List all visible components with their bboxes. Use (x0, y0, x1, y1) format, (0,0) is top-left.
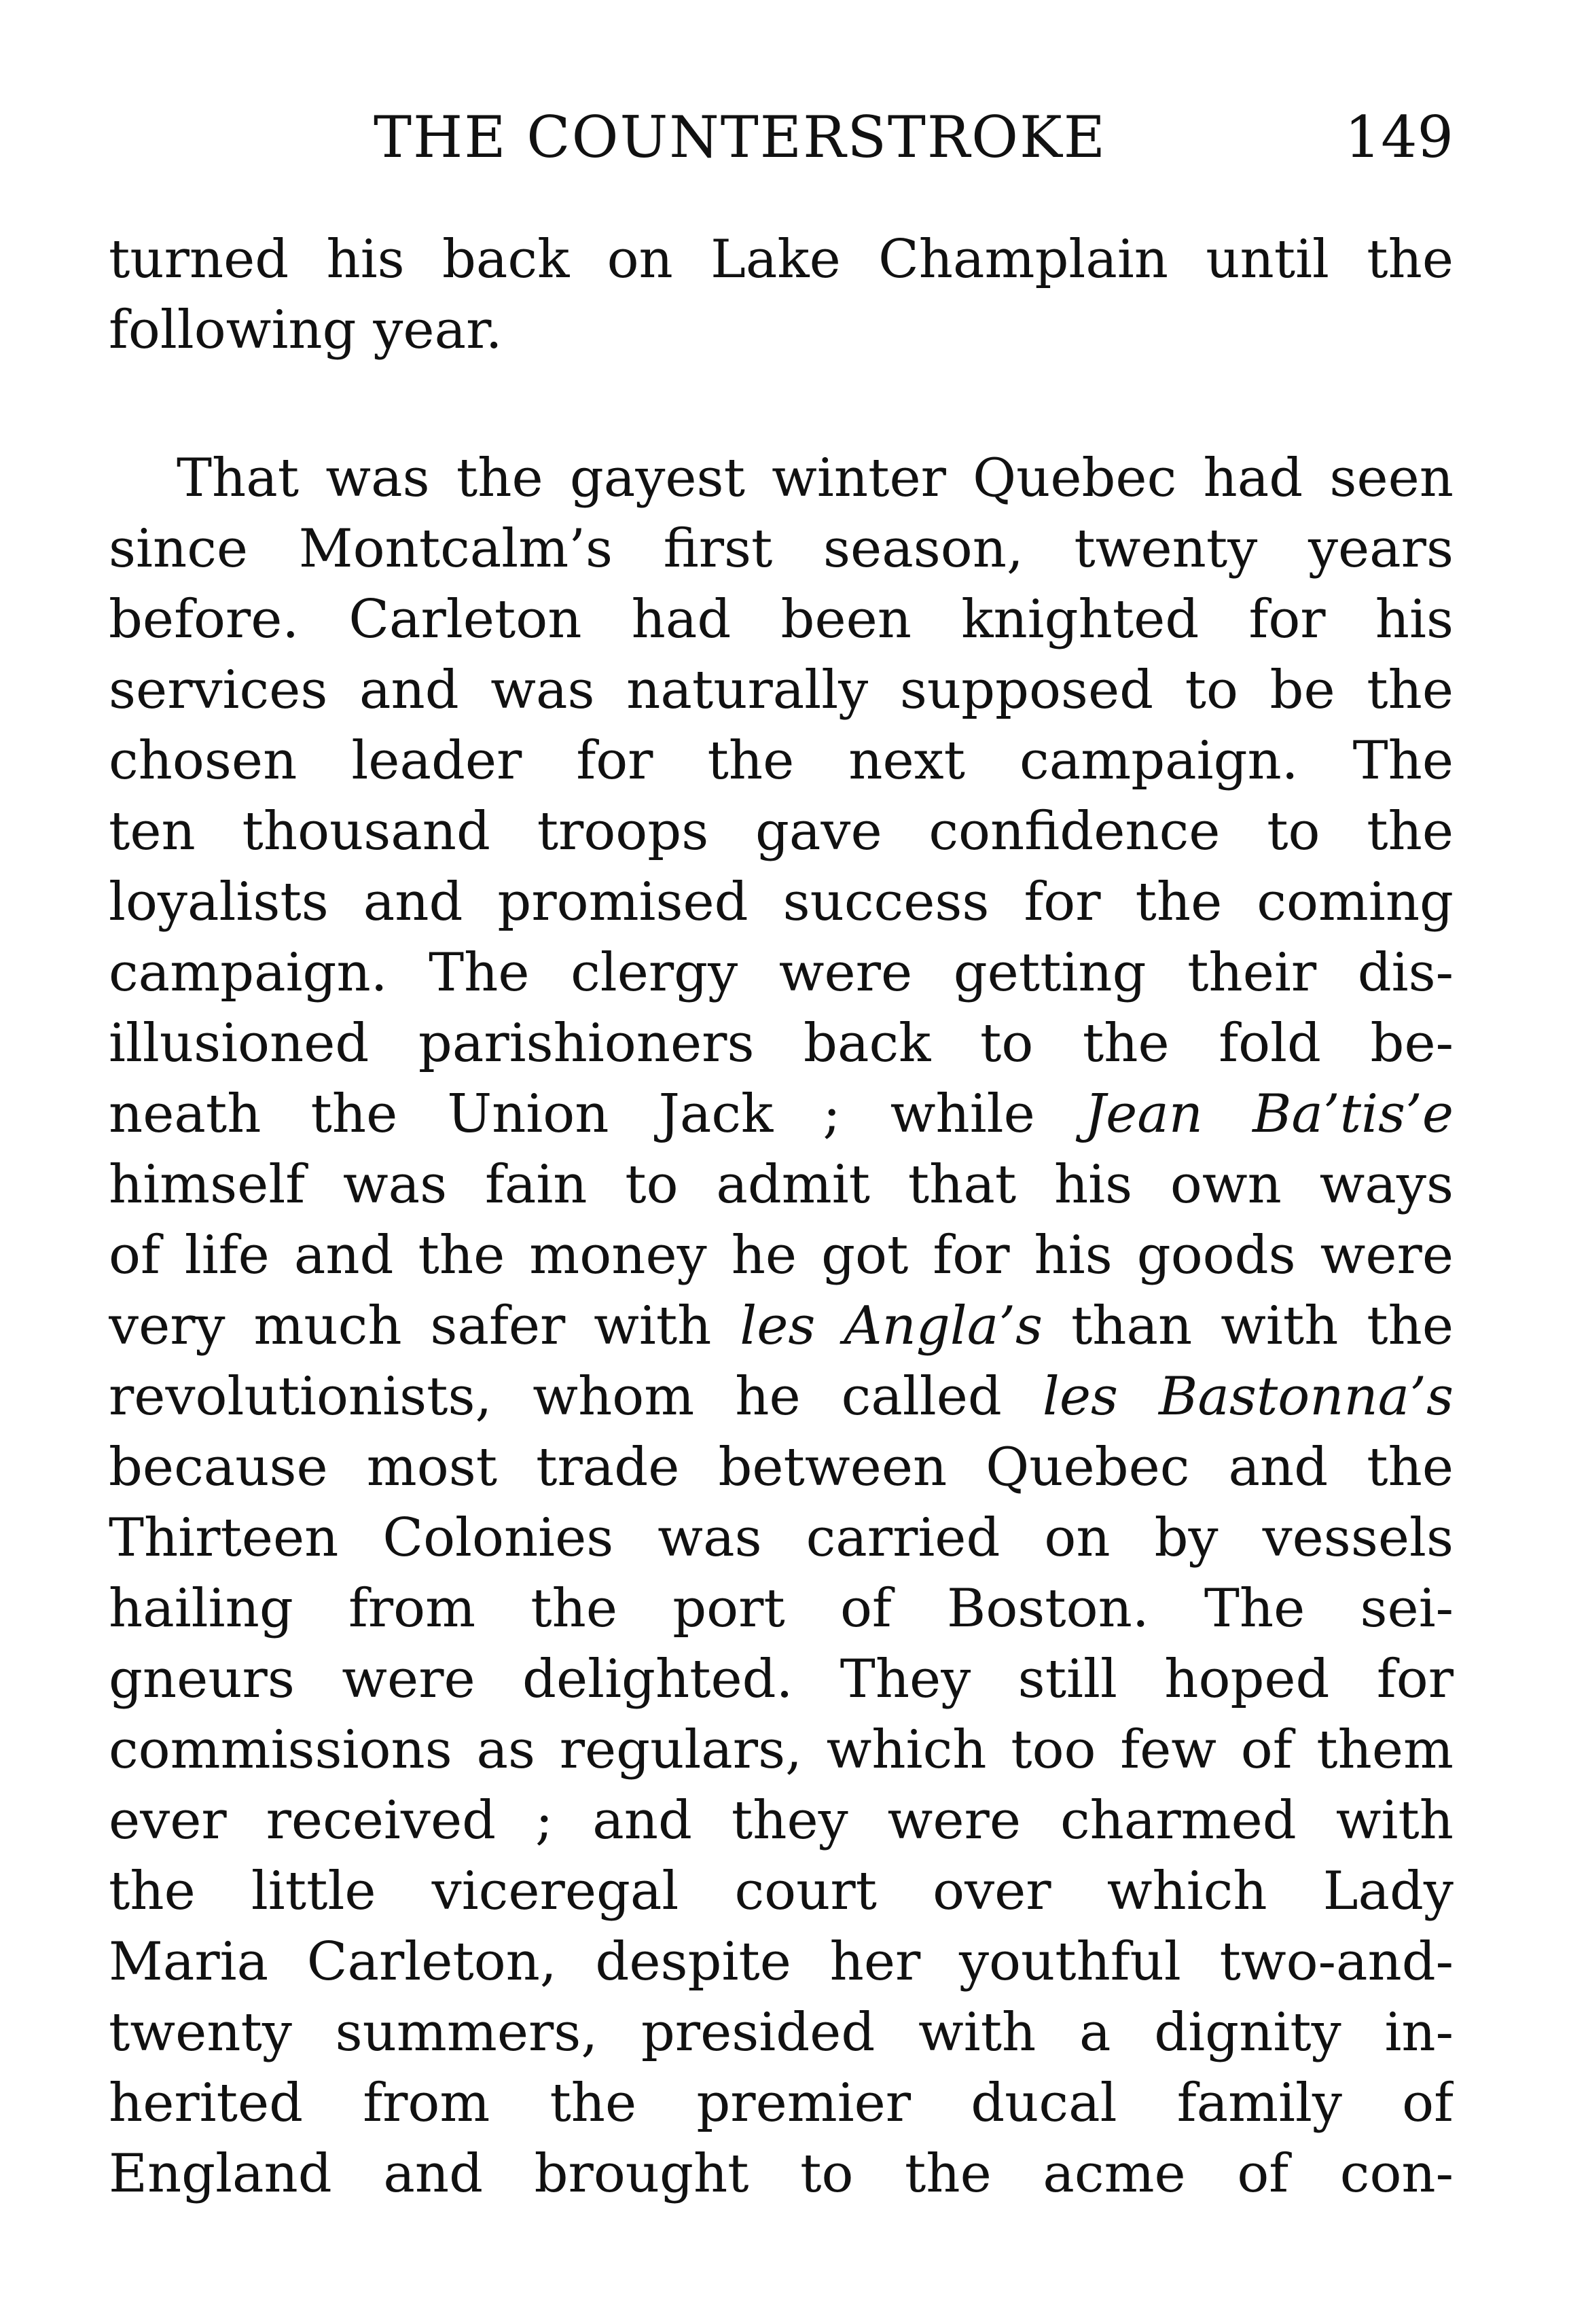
italic-name-jean: Jean Ba’tis’e (1084, 1084, 1454, 1145)
line-segment: very much safer with (109, 1295, 712, 1357)
text-line: following year. (109, 300, 503, 361)
text-line: That was the gayest winter Quebec had seen (177, 448, 1454, 509)
paragraph-1 (109, 224, 1454, 365)
text-line: because most trade between Quebec and the (109, 1437, 1454, 1498)
line-segment: revolutionists, whom he called (109, 1366, 1002, 1427)
text-line: before. Carleton had been knighted for his (109, 589, 1454, 650)
text-line: commissions as regulars, which too few of them (109, 1719, 1454, 1781)
text-line: herited from the premier ducal family of (109, 2073, 1454, 2134)
text-line: twenty summers, presided with a dignity in- (109, 2002, 1454, 2063)
text-line: himself was fain to admit that his own ways (109, 1154, 1454, 1215)
text-line (109, 1361, 1454, 1432)
text-line (109, 1291, 1454, 1361)
text-line: gneurs were delighted. They still hoped for (109, 1649, 1454, 1710)
text-line: turned his back on Lake Champlain until the (109, 229, 1454, 290)
text-line: the little viceregal court over which Lady (109, 1861, 1454, 1922)
italic-name-anglais: les Angla’s (740, 1295, 1043, 1357)
text-line: services and was naturally supposed to be the (109, 660, 1454, 721)
line-segment: neath the Union Jack ; while (109, 1084, 1035, 1145)
text-line: since Montcalm’s first season, twenty years (109, 518, 1454, 579)
text-line: Thirteen Colonies was carried on by vessels (109, 1507, 1454, 1569)
paragraph-2 (109, 443, 1454, 2209)
paragraph-gap (109, 365, 1454, 443)
page-number: 149 (1344, 104, 1454, 171)
text-line (109, 1079, 1454, 1149)
text-line: campaign. The clergy were getting their dis- (109, 942, 1454, 1003)
text-line: loyalists and promised success for the coming (109, 872, 1454, 933)
running-head: THE COUNTERSTROKE (374, 104, 1107, 171)
body-text (109, 224, 1454, 2209)
page-header (109, 104, 1454, 190)
text-line: England and brought to the acme of con- (109, 2143, 1454, 2204)
text-line: ever received ; and they were charmed with (109, 1790, 1454, 1851)
text-line: ten thousand troops gave confidence to the (109, 801, 1454, 862)
line-segment: than with the (1070, 1295, 1454, 1357)
text-line: of life and the money he got for his goods were (109, 1225, 1454, 1286)
text-line: illusioned parishioners back to the fold be- (109, 1013, 1454, 1074)
text-line: chosen leader for the next campaign. The (109, 730, 1454, 791)
text-line: hailing from the port of Boston. The sei- (109, 1578, 1454, 1639)
text-line: Maria Carleton, despite her youthful two-and- (109, 1931, 1454, 1992)
italic-name-bastonnais: les Bastonna’s (1042, 1366, 1454, 1427)
